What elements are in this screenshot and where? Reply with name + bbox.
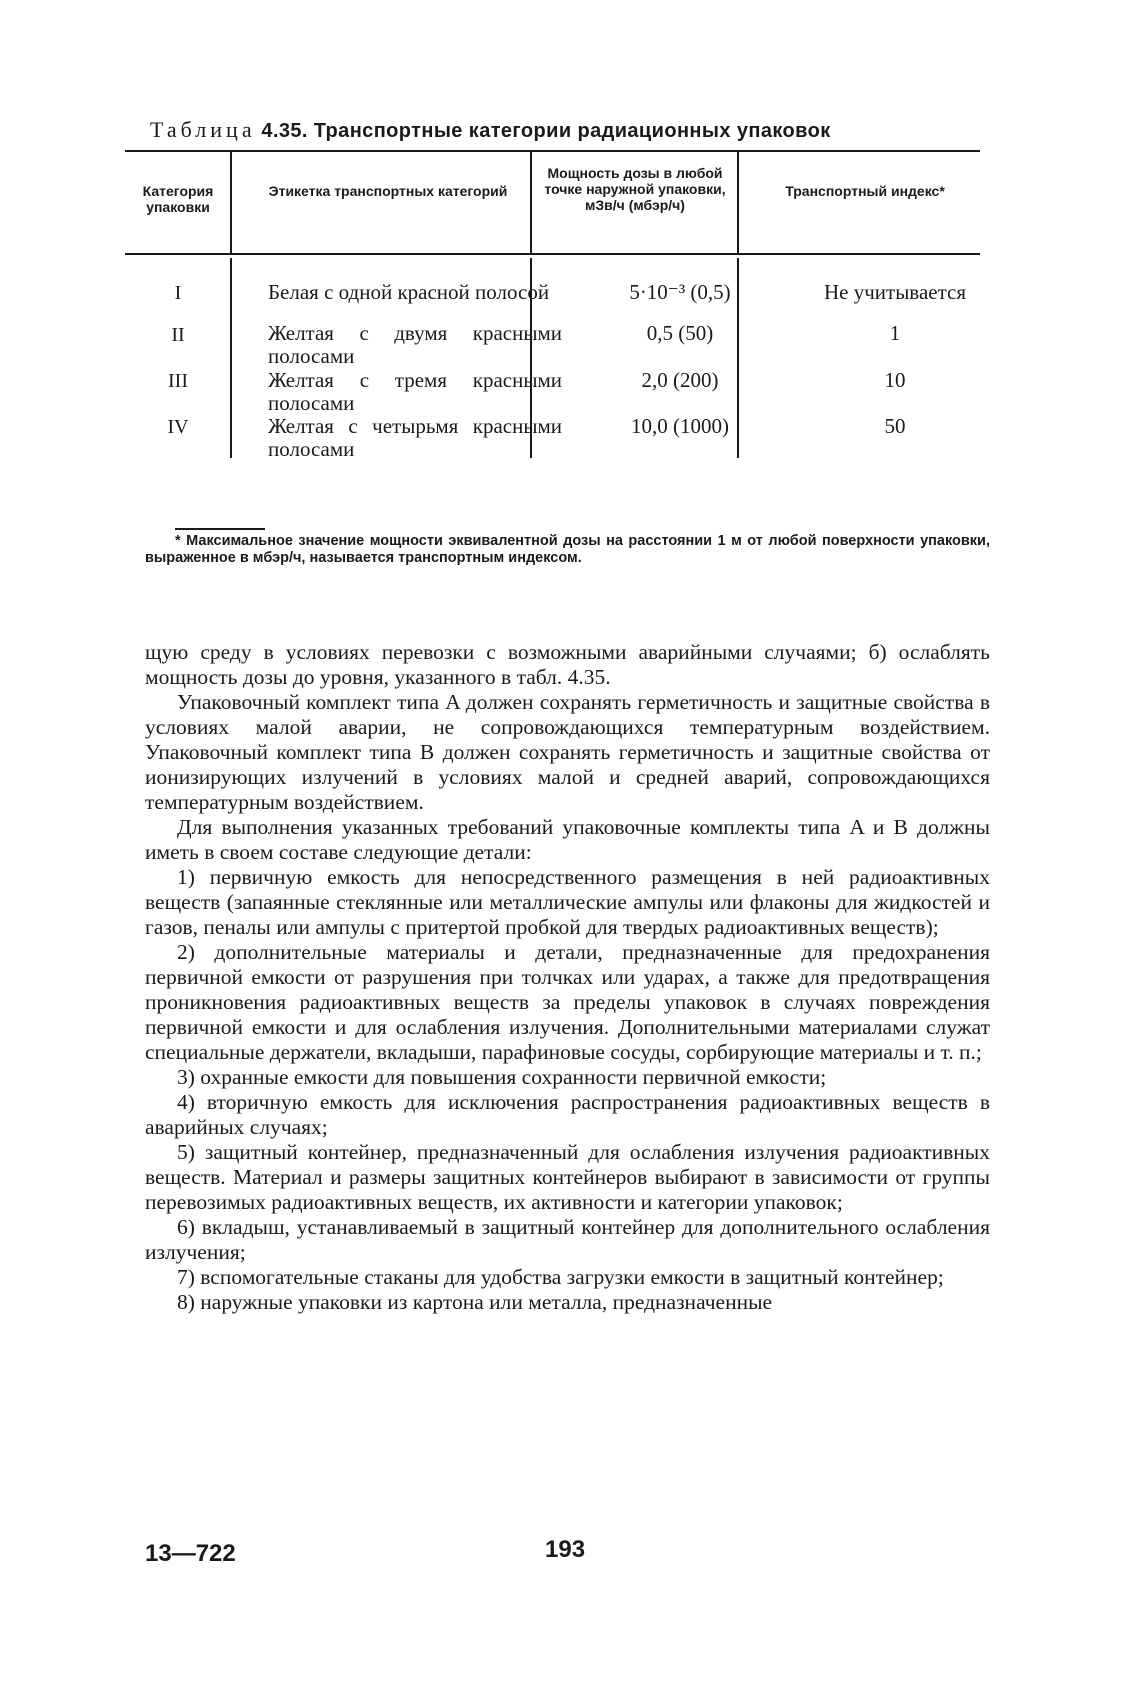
table-title-label: Таблица — [150, 117, 256, 142]
row-label: Белая с одной красной полосой — [268, 280, 550, 304]
list-item: 7) вспомогательные стаканы для удобства загрузки емкости в защитный контейнер; — [177, 1265, 944, 1289]
row-label: Желтая с двумя красными полосами — [268, 321, 562, 368]
page-number: 193 — [545, 1536, 586, 1563]
footnote-text: * Максимальное значение мощности эквивалентной дозы на расстоянии 1 м от любой поверхности упаковки, выраженное в мбэр/ч, называется транспортным индексом. — [145, 533, 990, 566]
row-dose: 10,0 (1000) — [631, 414, 729, 438]
row-category: III — [168, 370, 188, 392]
body-text — [145, 640, 990, 1315]
paragraph: щую среду в условиях перевозки с возможными аварийными случаями; б) ослаблять мощность дозы до уровня, указанного в табл. 4.35. — [145, 640, 990, 689]
table-col-divider — [530, 152, 532, 253]
header-category: Категория упаковки — [142, 183, 214, 215]
list-item: 8) наружные упаковки из картона или металла, предназначенные — [177, 1290, 773, 1314]
header-index: Транспортный индекс* — [785, 183, 945, 199]
list-item: 2) дополнительные материалы и детали, предназначенные для предохранения первичной емкости от разрушения при толчках или ударах, а также для предотвращения проникновения радиоактивных веществ за пределы упаковок в случаях повреждения первичной емкости и для ослабления излучения. Дополнительными материалами служат специальные держатели, вкладыши, парафиновые сосуды, сорбирующие материалы и т. п.; — [145, 940, 990, 1064]
table-col-divider — [230, 258, 232, 458]
list-item: 3) охранные емкости для повышения сохранности первичной емкости; — [177, 1065, 827, 1089]
signature-mark: 13—722 — [145, 1540, 236, 1567]
footnote-rule — [175, 528, 265, 530]
table-header-rule — [125, 253, 980, 255]
row-label: Желтая с четырьмя красными полосами — [268, 414, 562, 461]
row-category: I — [174, 282, 182, 304]
row-index: 50 — [884, 414, 906, 438]
table-title — [150, 117, 831, 143]
table-title-text: Транспортные категории радиационных упаковок — [313, 120, 831, 142]
header-label: Этикетка транспортных категорий — [268, 183, 508, 199]
table-footnote — [145, 533, 990, 567]
row-index: 10 — [884, 368, 906, 392]
row-dose: 5·10⁻³ (0,5) — [629, 280, 731, 304]
paragraph: Для выполнения указанных требований упаковочные комплекты типа A и B должны иметь в своем составе следующие детали: — [145, 815, 990, 864]
list-item: 6) вкладыш, устанавливаемый в защитный контейнер для дополнительного ослабления излучения; — [145, 1215, 990, 1264]
paragraph: Упаковочный комплект типа A должен сохранять герметичность и защитные свойства в условиях малой аварии, не сопровождающихся температурным воздействием. Упаковочный комплект типа B должен сохранять герметичность и защитные свойства от ионизирующих излучений в условиях малой и средней аварий, сопровождающихся температурным воздействием. — [145, 690, 990, 814]
row-dose: 2,0 (200) — [641, 368, 719, 392]
table-col-divider — [737, 152, 739, 253]
header-dose: Мощность дозы в любой точке наружной упаковки, мЗв/ч (мбэр/ч) — [544, 165, 726, 213]
list-item: 4) вторичную емкость для исключения распространения радиоактивных веществ в аварийных случаях; — [145, 1090, 990, 1139]
row-label: Желтая с тремя красными полосами — [268, 368, 562, 415]
row-dose: 0,5 (50) — [646, 321, 714, 345]
table-title-number: 4.35. — [261, 120, 308, 142]
row-index: 1 — [889, 321, 901, 345]
row-category: IV — [167, 416, 189, 438]
row-index: Не учитывается — [823, 280, 967, 304]
row-category: II — [171, 324, 185, 346]
list-item: 5) защитный контейнер, предназначенный для ослабления излучения радиоактивных веществ. Материал и размеры защитных контейнеров выбирают в зависимости от группы перевозимых радиоактивных веществ, их активности и категории упаковок; — [145, 1140, 990, 1214]
table-col-divider — [230, 152, 232, 253]
table-top-rule — [125, 150, 980, 152]
list-item: 1) первичную емкость для непосредственного размещения в ней радиоактивных веществ (запаянные стеклянные или металлические ампулы или флаконы для жидкостей и газов, пеналы или ампулы с притертой пробкой для твердых радиоактивных веществ); — [145, 865, 990, 939]
